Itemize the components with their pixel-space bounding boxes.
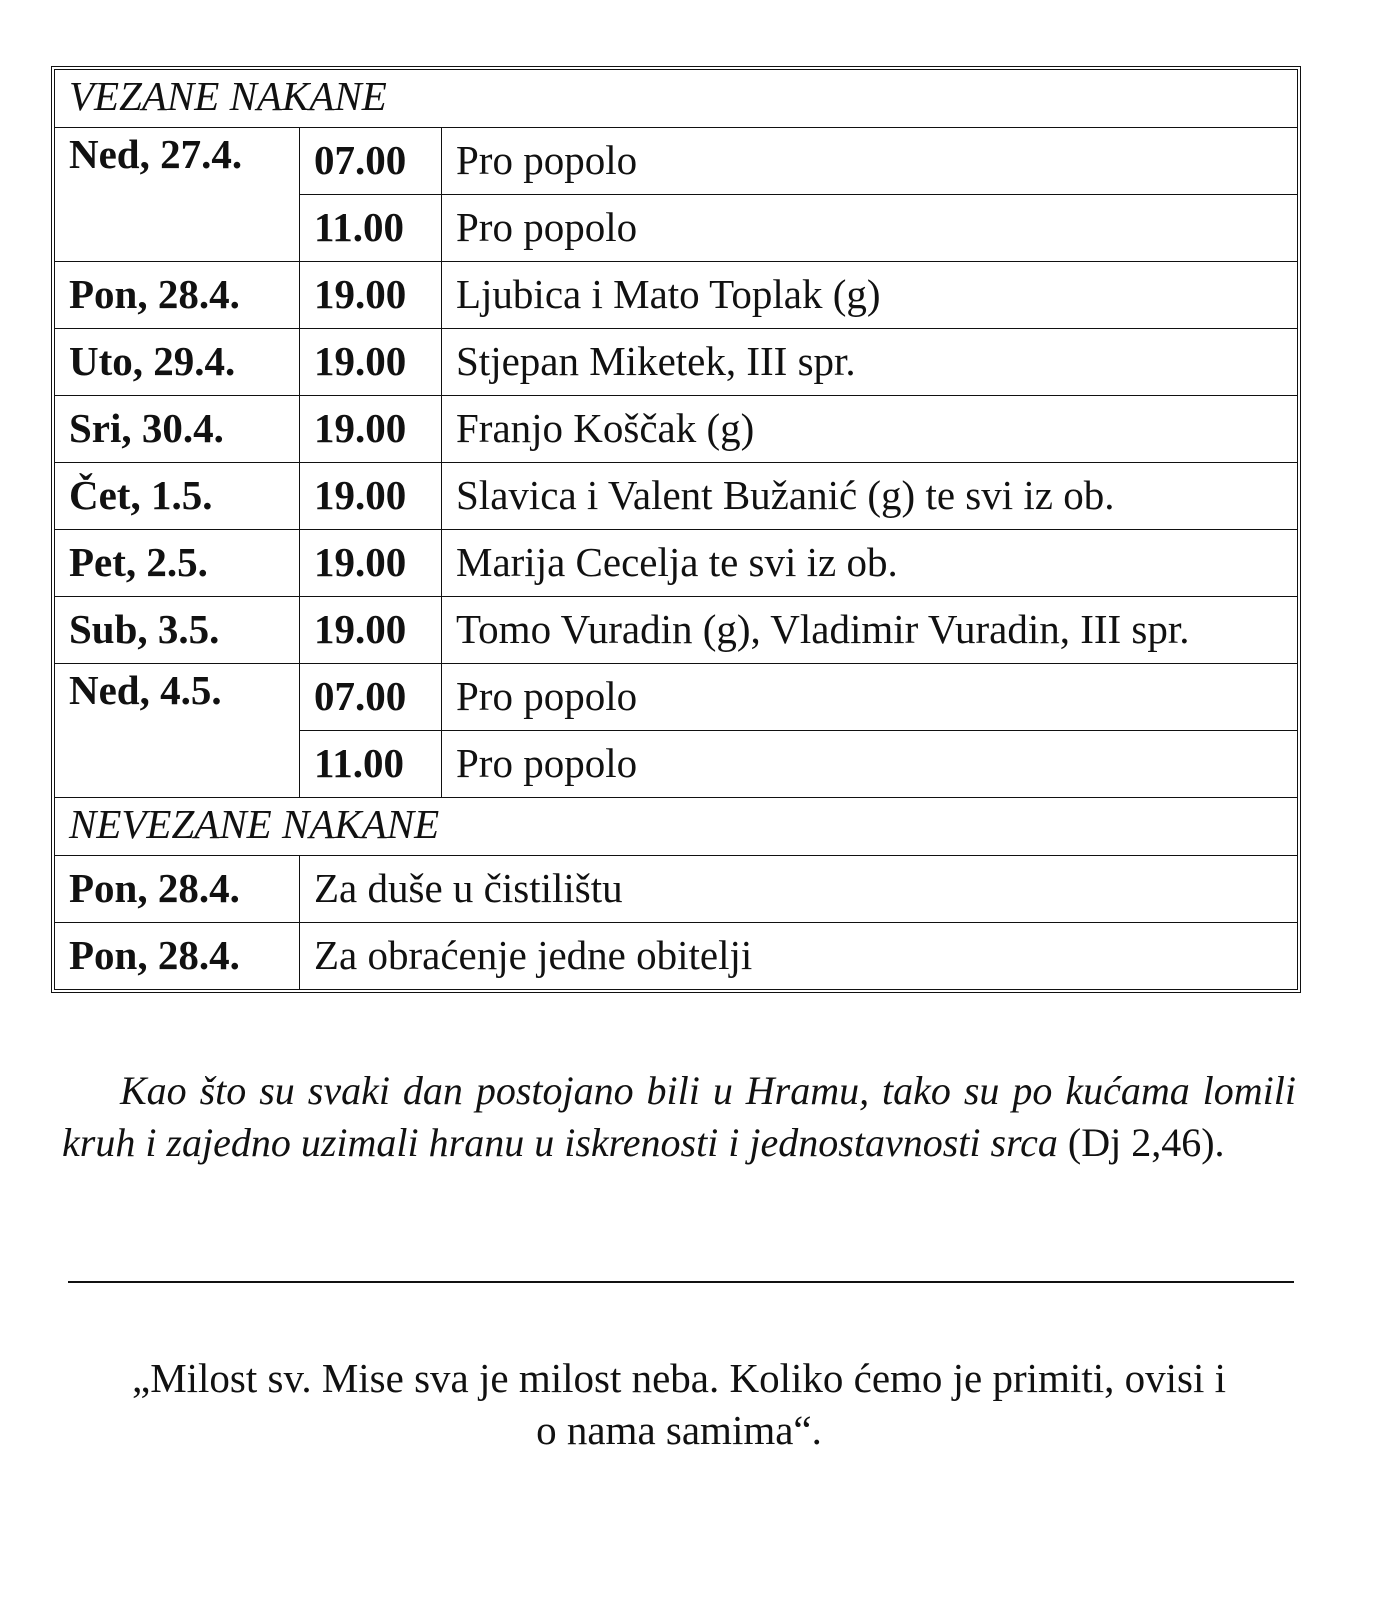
intention-cell: Pro popolo (442, 664, 1298, 731)
day-cell: Uto, 29.4. (55, 329, 300, 396)
day-cell: Ned, 4.5. (55, 664, 300, 798)
time-cell: 07.00 (300, 664, 442, 731)
saying-line-1: „Milost sv. Mise sva je milost neba. Koliko ćemo je primiti, ovisi i (132, 1355, 1226, 1401)
unbound-intentions-heading: NEVEZANE NAKANE (55, 798, 1298, 856)
intention-cell: Tomo Vuradin (g), Vladimir Vuradin, III spr. (442, 597, 1298, 664)
time-cell: 19.00 (300, 396, 442, 463)
intention-cell: Slavica i Valent Bužanić (g) te svi iz ob. (442, 463, 1298, 530)
day-cell: Pon, 28.4. (55, 262, 300, 329)
bound-intentions-heading: VEZANE NAKANE (55, 70, 1298, 128)
table-row (55, 329, 1298, 396)
section-header-unbound (55, 798, 1298, 856)
intention-cell: Za obraćenje jedne obitelji (300, 923, 1298, 990)
day-cell: Pon, 28.4. (55, 923, 300, 990)
section-header-bound (55, 70, 1298, 128)
intention-cell: Pro popolo (442, 195, 1298, 262)
time-cell: 11.00 (300, 731, 442, 798)
time-cell: 19.00 (300, 329, 442, 396)
saying-line-2: o nama samima“. (536, 1407, 822, 1453)
intention-cell: Marija Cecelja te svi iz ob. (442, 530, 1298, 597)
table-row (55, 856, 1298, 923)
closing-saying (62, 1352, 1296, 1456)
scripture-quote (62, 1065, 1296, 1169)
time-cell: 11.00 (300, 195, 442, 262)
intention-cell: Stjepan Miketek, III spr. (442, 329, 1298, 396)
schedule-table (54, 69, 1298, 990)
table-row (55, 597, 1298, 664)
day-cell: Sri, 30.4. (55, 396, 300, 463)
table-row (55, 923, 1298, 990)
day-cell: Ned, 27.4. (55, 128, 300, 262)
table-row (55, 128, 1298, 195)
time-cell: 19.00 (300, 597, 442, 664)
time-cell: 19.00 (300, 262, 442, 329)
intention-cell: Franjo Koščak (g) (442, 396, 1298, 463)
day-cell: Pon, 28.4. (55, 856, 300, 923)
scripture-reference: (Dj 2,46). (1057, 1120, 1225, 1165)
table-row (55, 396, 1298, 463)
table-row (55, 664, 1298, 731)
day-cell: Pet, 2.5. (55, 530, 300, 597)
time-cell: 07.00 (300, 128, 442, 195)
divider-line (68, 1281, 1294, 1283)
day-cell: Čet, 1.5. (55, 463, 300, 530)
intention-cell: Pro popolo (442, 731, 1298, 798)
mass-intentions-table (51, 66, 1301, 993)
day-cell: Sub, 3.5. (55, 597, 300, 664)
table-row (55, 530, 1298, 597)
scripture-text: Kao što su svaki dan postojano bili u Hramu, tako su po kućama lomili kruh i zajedno uzimali hranu u iskrenosti i jednostavnosti srca (62, 1068, 1296, 1165)
time-cell: 19.00 (300, 463, 442, 530)
table-row (55, 262, 1298, 329)
intention-cell: Ljubica i Mato Toplak (g) (442, 262, 1298, 329)
intention-cell: Pro popolo (442, 128, 1298, 195)
time-cell: 19.00 (300, 530, 442, 597)
table-row (55, 463, 1298, 530)
intention-cell: Za duše u čistilištu (300, 856, 1298, 923)
